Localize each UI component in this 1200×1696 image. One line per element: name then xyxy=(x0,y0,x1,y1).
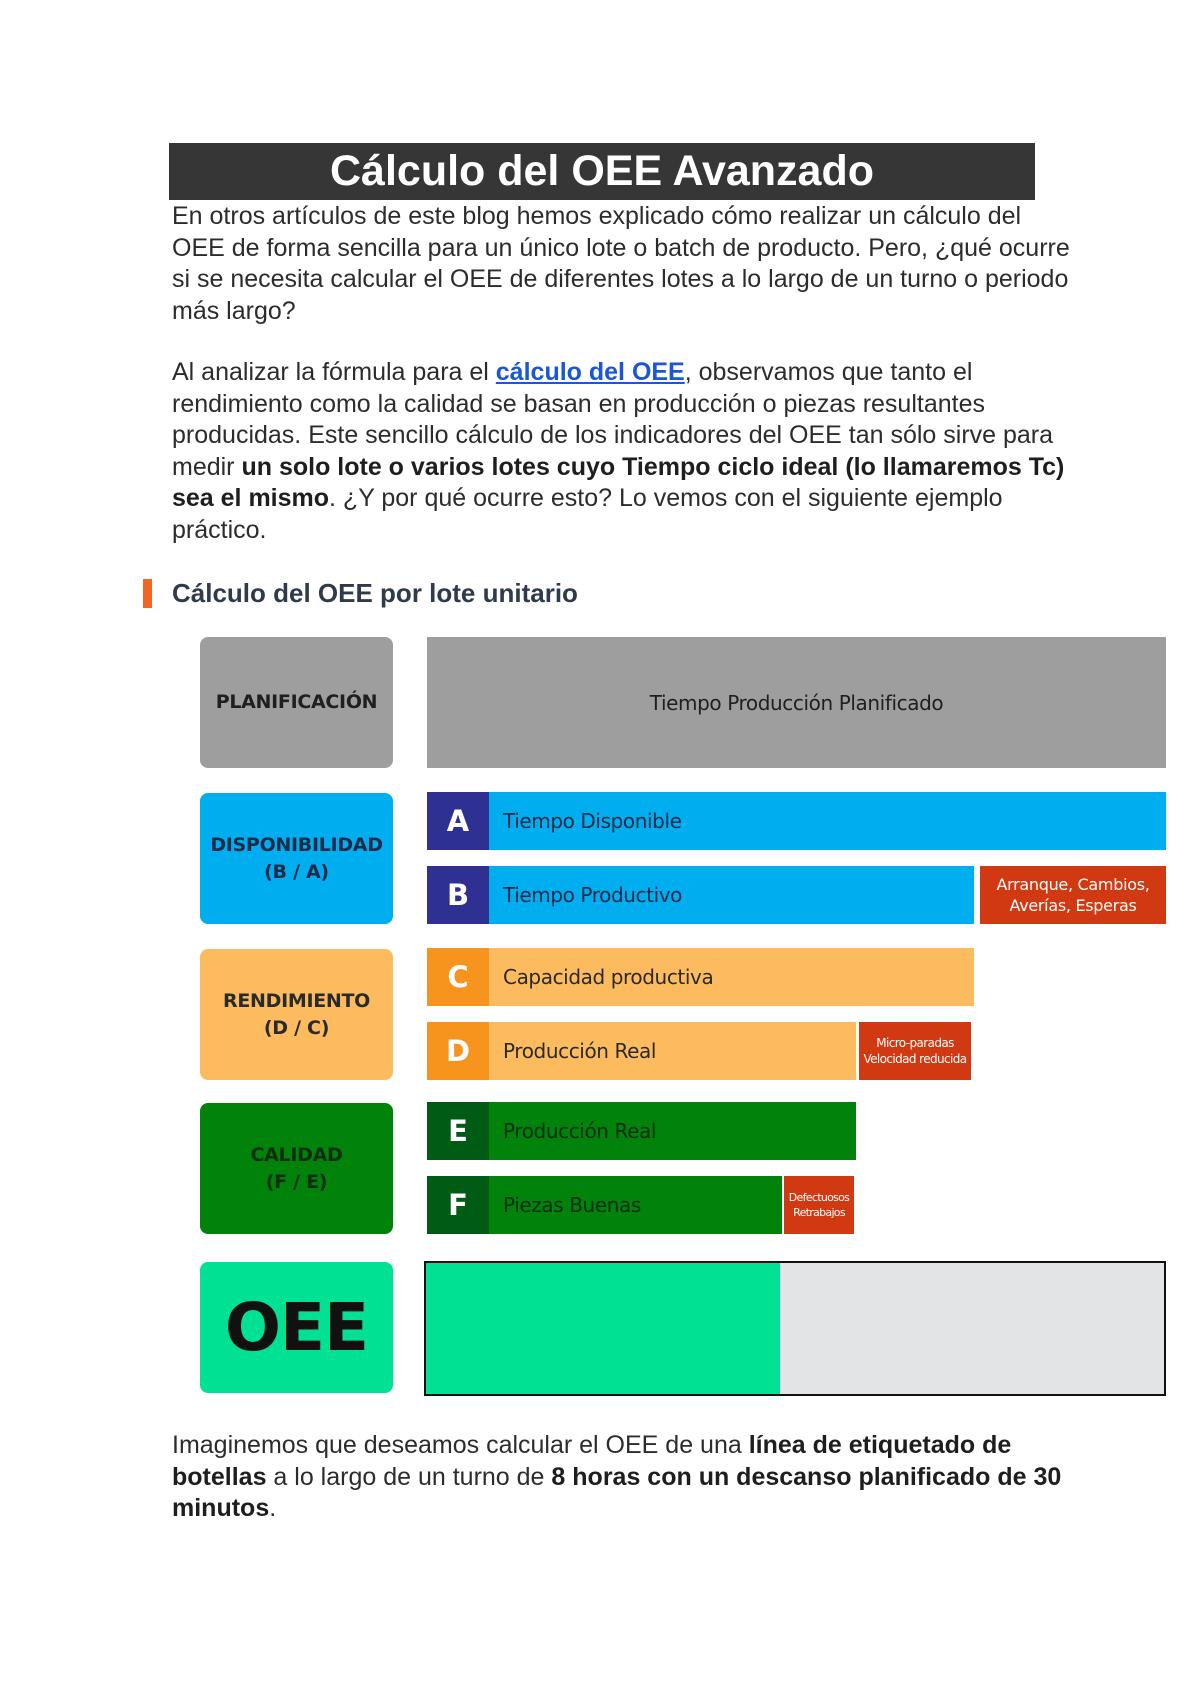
bar-b-letter: B xyxy=(427,866,489,924)
bar-a-label: Tiempo Disponible xyxy=(503,809,682,833)
calidad-formula: (F / E) xyxy=(265,1170,328,1193)
intro-paragraph-1: En otros artículos de este blog hemos explicado cómo realizar un cálculo del OEE de forma sencilla para un único lote o batch de producto. Pero, ¿qué ocurre si se necesita calcular el OEE de diferentes lotes a lo largo de un turno o periodo más largo? xyxy=(172,202,1070,325)
bar-c-capacidad-productiva xyxy=(427,948,974,1006)
planned-production-bar xyxy=(427,637,1166,768)
calidad-box xyxy=(200,1103,393,1234)
bar-e-letter: E xyxy=(427,1102,489,1160)
loss-disponibilidad-line2: Averías, Esperas xyxy=(1009,896,1137,915)
loss-calidad-line2: Retrabajos xyxy=(793,1206,845,1219)
oee-label: OEE xyxy=(224,1289,369,1366)
planificacion-label: PLANIFICACIÓN xyxy=(215,691,378,713)
bar-e-label: Producción Real xyxy=(503,1119,657,1143)
planificacion-box xyxy=(200,637,393,768)
loss-disponibilidad xyxy=(980,866,1166,924)
bar-f-label: Piezas Buenas xyxy=(503,1193,641,1217)
oee-box xyxy=(200,1262,393,1393)
intro-paragraph-2 xyxy=(172,357,1072,546)
rendimiento-label: RENDIMIENTO xyxy=(222,989,371,1012)
loss-rendimiento-line1: Micro-paradas xyxy=(876,1036,954,1050)
rendimiento-formula: (D / C) xyxy=(263,1016,330,1039)
closing-text-2: a lo largo de un turno de xyxy=(266,1462,552,1491)
closing-bold-1: línea de etiquetado de botellas xyxy=(172,1431,1012,1491)
disponibilidad-formula: (B / A) xyxy=(264,860,329,883)
bar-a-tiempo-disponible xyxy=(427,792,1166,850)
closing-bold-2: 8 horas con un descanso planificado de 30 minutos xyxy=(172,1462,1062,1522)
closing-paragraph xyxy=(172,1430,1072,1525)
section-title: Cálculo del OEE por lote unitario xyxy=(172,578,578,608)
loss-calidad-line1: Defectuosos xyxy=(788,1191,850,1204)
bar-b-tiempo-productivo xyxy=(427,866,974,924)
loss-disponibilidad-line1: Arranque, Cambios, xyxy=(996,875,1150,894)
closing-text-3: . xyxy=(269,1494,277,1522)
bar-e-produccion-real xyxy=(427,1102,856,1160)
calidad-label: CALIDAD xyxy=(250,1143,343,1166)
page-title: Cálculo del OEE Avanzado xyxy=(169,143,1035,200)
oee-calculation-link[interactable]: cálculo del OEE xyxy=(495,358,685,386)
disponibilidad-box xyxy=(200,793,393,924)
bar-f-letter: F xyxy=(427,1176,489,1234)
oee-result-fill xyxy=(426,1263,780,1394)
bar-d-letter: D xyxy=(427,1022,489,1080)
bar-d-produccion-real xyxy=(427,1022,856,1080)
closing-text-1: Imaginemos que deseamos calcular el OEE de una xyxy=(172,1431,749,1459)
p2-text-mid: , observamos que tanto el rendimiento como la calidad se basan en producción o piezas resultantes producidas. Este sencillo cálculo de los indicadores del OEE tan sólo sirve para medir xyxy=(172,358,1054,481)
bar-c-letter: C xyxy=(427,948,489,1006)
rendimiento-box xyxy=(200,949,393,1080)
loss-rendimiento xyxy=(859,1022,971,1080)
bar-f-piezas-buenas xyxy=(427,1176,782,1234)
planned-production-label: Tiempo Producción Planificado xyxy=(649,690,944,715)
oee-result-bar xyxy=(424,1261,1166,1396)
bar-b-label: Tiempo Productivo xyxy=(503,883,683,907)
p2-text-start: Al analizar la fórmula para el xyxy=(172,358,496,386)
p2-text-end: . ¿Y por qué ocurre esto? Lo vemos con el siguiente ejemplo práctico. xyxy=(172,484,1003,544)
bar-a-letter: A xyxy=(427,792,489,850)
disponibilidad-label: DISPONIBILIDAD xyxy=(210,833,383,856)
loss-rendimiento-line2: Velocidad reducida xyxy=(863,1052,967,1066)
p2-bold-text: un solo lote o varios lotes cuyo Tiempo ciclo ideal (lo llamaremos Tc) sea el mismo xyxy=(172,452,1065,512)
section-marker xyxy=(143,579,152,608)
bar-c-label: Capacidad productiva xyxy=(503,965,714,989)
loss-calidad xyxy=(784,1176,854,1234)
bar-d-label: Producción Real xyxy=(503,1039,657,1063)
